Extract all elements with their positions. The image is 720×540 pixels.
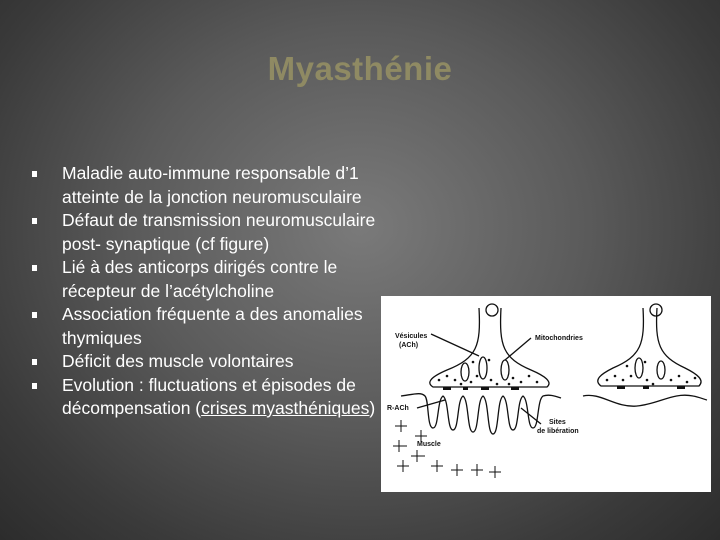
antibody-marks bbox=[393, 420, 501, 478]
bullet-item bbox=[30, 162, 380, 209]
neuromuscular-junction-diagram bbox=[381, 296, 711, 492]
label-mitochondries: Mitochondries bbox=[535, 335, 583, 342]
bullet-text: Lié à des anticorps dirigés contre le récepteur de l’acétylcholine bbox=[62, 257, 338, 301]
panel-b-marker bbox=[650, 304, 662, 316]
square-bullet-icon bbox=[32, 218, 37, 224]
mitochondria-a3 bbox=[461, 363, 469, 381]
postsynaptic-membrane-b bbox=[583, 395, 707, 406]
mitochondria-b2 bbox=[657, 361, 665, 379]
square-bullet-icon bbox=[32, 383, 37, 389]
bullet-text: Evolution : fluctuations et épisodes de décompensation ( bbox=[62, 374, 356, 418]
mitochondria-a1 bbox=[479, 357, 487, 379]
label-muscle: Muscle bbox=[417, 441, 441, 448]
crises-link[interactable]: crises myasthéniques bbox=[201, 398, 370, 418]
square-bullet-icon bbox=[32, 265, 37, 271]
panel-a-diagram bbox=[401, 304, 561, 434]
vesicles-a bbox=[438, 359, 539, 386]
nerve-terminal-b bbox=[598, 308, 701, 386]
pointer-line bbox=[505, 338, 531, 360]
label-liberation: de libération bbox=[537, 428, 579, 435]
synapse-figure bbox=[381, 296, 711, 492]
bullet-text: Déficit des muscle volontaires bbox=[62, 351, 294, 371]
mitochondria-b1 bbox=[635, 358, 643, 378]
square-bullet-icon bbox=[32, 359, 37, 365]
panel-b-diagram bbox=[583, 304, 707, 406]
bullet-text: Maladie auto-immune responsable d’1 atteinte de la jonction neuromusculaire bbox=[62, 163, 362, 207]
label-sites: Sites bbox=[549, 419, 566, 426]
bullet-text: Association fréquente a des anomalies thymiques bbox=[62, 304, 363, 348]
bullet-item bbox=[30, 350, 380, 374]
panel-a-marker bbox=[486, 304, 498, 316]
bullet-item bbox=[30, 303, 380, 350]
label-r-ach: R-ACh bbox=[387, 405, 409, 412]
pointer-line bbox=[417, 400, 445, 408]
bullet-item bbox=[30, 256, 380, 303]
bullet-text: Défaut de transmission neuromusculaire post- synaptique (cf figure) bbox=[62, 210, 376, 254]
mitochondria-a2 bbox=[501, 360, 509, 380]
pointer-line bbox=[431, 334, 479, 356]
bullet-item bbox=[30, 374, 380, 421]
label-ach: (ACh) bbox=[399, 342, 419, 349]
slide-title: Myasthénie bbox=[267, 50, 453, 87]
label-vesicules: Vésicules bbox=[395, 333, 428, 340]
bullet-item bbox=[30, 209, 380, 256]
bullet-list bbox=[30, 162, 380, 421]
square-bullet-icon bbox=[32, 312, 37, 318]
bullet-text: ) bbox=[369, 398, 376, 418]
square-bullet-icon bbox=[32, 171, 37, 177]
